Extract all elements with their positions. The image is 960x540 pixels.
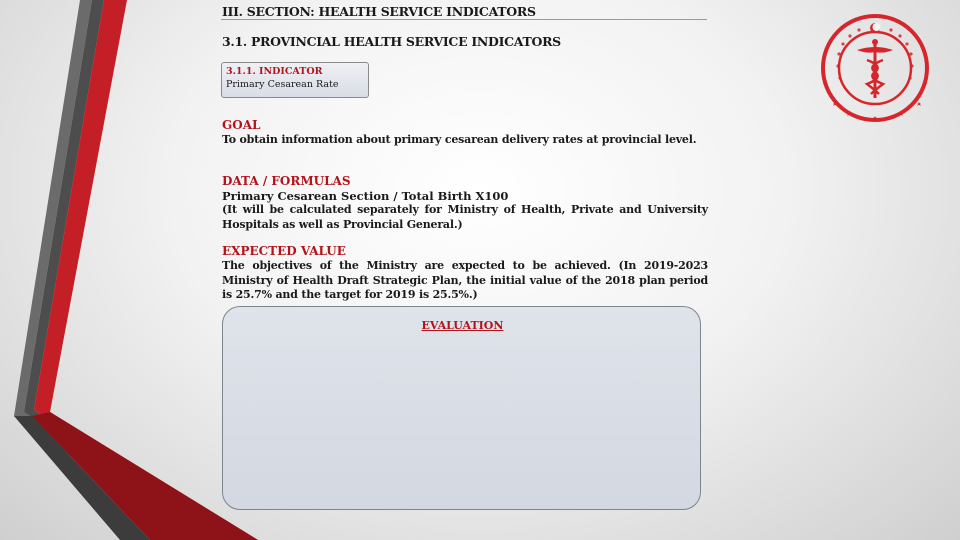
subsection-title: 3.1. PROVINCIAL HEALTH SERVICE INDICATORS bbox=[222, 34, 561, 49]
goal-heading: GOAL bbox=[222, 118, 261, 132]
ministry-of-health-seal-icon bbox=[813, 14, 937, 122]
indicator-label: 3.1.1. INDICATOR bbox=[226, 66, 323, 77]
formula-note: (It will be calculated separately for Ministry of Health, Private and University Hospitals as well as Provincial General.) bbox=[222, 203, 708, 231]
goal-text: To obtain information about primary cesarean delivery rates at provincial level. bbox=[222, 133, 697, 146]
title-divider bbox=[221, 19, 707, 20]
indicator-name: Primary Cesarean Rate bbox=[226, 79, 339, 90]
expected-value-heading: EXPECTED VALUE bbox=[222, 244, 346, 258]
document-page bbox=[215, 0, 715, 540]
section-title: III. SECTION: HEALTH SERVICE INDICATORS bbox=[222, 4, 536, 19]
evaluation-box bbox=[222, 306, 701, 510]
formula-text: Primary Cesarean Section / Total Birth X100 bbox=[222, 189, 509, 203]
data-formulas-heading: DATA / FORMULAS bbox=[222, 174, 351, 188]
evaluation-label: EVALUATION bbox=[421, 319, 504, 332]
expected-value-text: The objectives of the Ministry are expected to be achieved. (In 2019-2023 Ministry of Health Draft Strategic Plan, the initial value of the 2018 plan period is 25.7% and the target for 2019 is 25.5%.) bbox=[222, 259, 708, 301]
